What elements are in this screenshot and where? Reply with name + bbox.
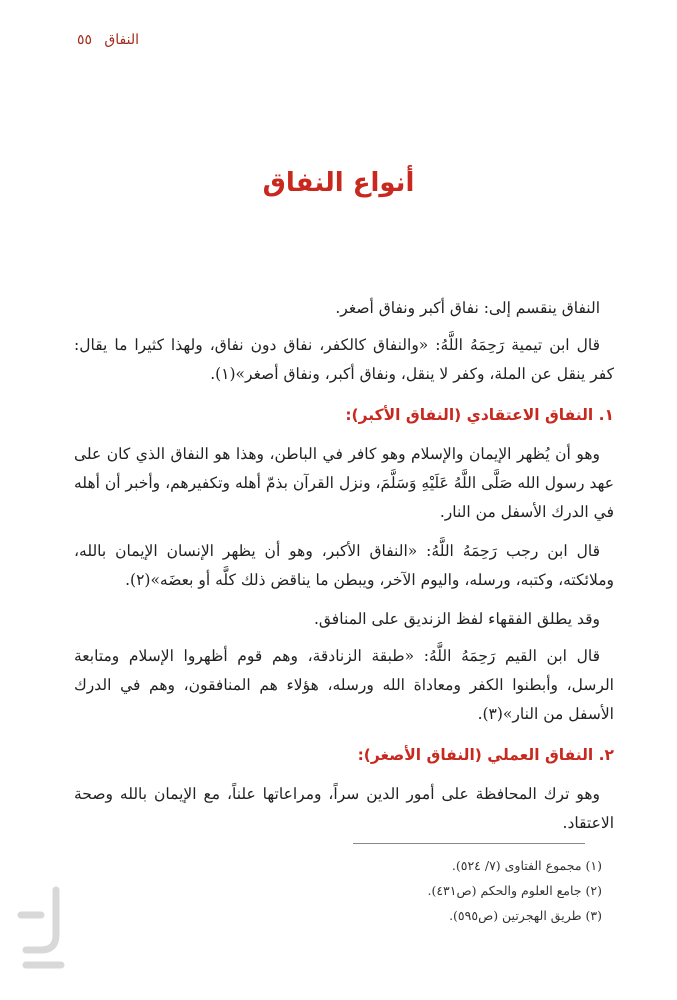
section-heading-minor: ٢. النفاق العملي (النفاق الأصغر): bbox=[357, 746, 614, 764]
major-hypocrisy-definition: وهو أن يُظهر الإيمان والإسلام وهو كافر في الباطن، وهذا هو النفاق الذي كان على عهد رسول الله صَلَّى اللَّهُ عَلَيْهِ وَسَلَّمَ، ونزل القرآن بذمّ أهله وتكفيرهم، وأخبر أن أهله في الدرك الأسفل من النار. bbox=[74, 445, 614, 521]
intro-paragraph: النفاق ينقسم إلى: نفاق أكبر ونفاق أصغر. bbox=[335, 299, 600, 317]
zindiq-paragraph: وقد يطلق الفقهاء لفظ الزنديق على المنافق. bbox=[313, 610, 600, 628]
ibn-taymiyya-quote: قال ابن تيمية رَحِمَهُ اللَّهُ: «والنفاق كالكفر، نفاق دون نفاق، ولهذا كثيرا ما يقال: كفر ينقل عن الملة، وكفر لا ينقل، ونفاق أكبر، ونفاق أصغر»(١). bbox=[74, 336, 614, 383]
footnote-3: (٣) طريق الهجرتين (ص٥٩٥). bbox=[449, 908, 602, 923]
ibn-rajab-quote: قال ابن رجب رَحِمَهُ اللَّهُ: «النفاق الأكبر، وهو أن يظهر الإنسان الإيمان بالله، وملائكته، وكتبه، ورسله، واليوم الآخر، ويبطن ما يناقض ذلك كلَّه أو بعضَه»(٢). bbox=[74, 542, 614, 589]
chapter-title: أنواع النفاق bbox=[262, 168, 415, 198]
body-text bbox=[74, 294, 614, 848]
footnote-1: (١) مجموع الفتاوى (٧/ ٥٢٤). bbox=[451, 858, 602, 873]
ibn-qayyim-quote: قال ابن القيم رَحِمَهُ اللَّهُ: «طبقة الزنادقة، وهم قوم أظهروا الإسلام ومتابعة الرسل، وأبطنوا الكفر ومعاداة الله ورسله، هؤلاء هم المنافقون، وهم في الدرك الأسفل من النار»(٣). bbox=[74, 647, 614, 723]
footnotes bbox=[74, 853, 602, 928]
publisher-watermark-logo bbox=[6, 880, 76, 980]
running-title: النفاق bbox=[104, 32, 139, 48]
footnote-2: (٢) جامع العلوم والحكم (ص٤٣١). bbox=[427, 883, 602, 898]
page-number: ٥٥ bbox=[76, 32, 92, 48]
footnote-divider bbox=[353, 843, 585, 844]
minor-hypocrisy-definition: وهو ترك المحافظة على أمور الدين سراً، ومراعاتها علناً، مع الإيمان بالله وصحة الاعتقاد. bbox=[74, 785, 614, 832]
running-header bbox=[0, 32, 677, 54]
section-heading-major: ١. النفاق الاعتقادي (النفاق الأكبر): bbox=[345, 406, 614, 424]
